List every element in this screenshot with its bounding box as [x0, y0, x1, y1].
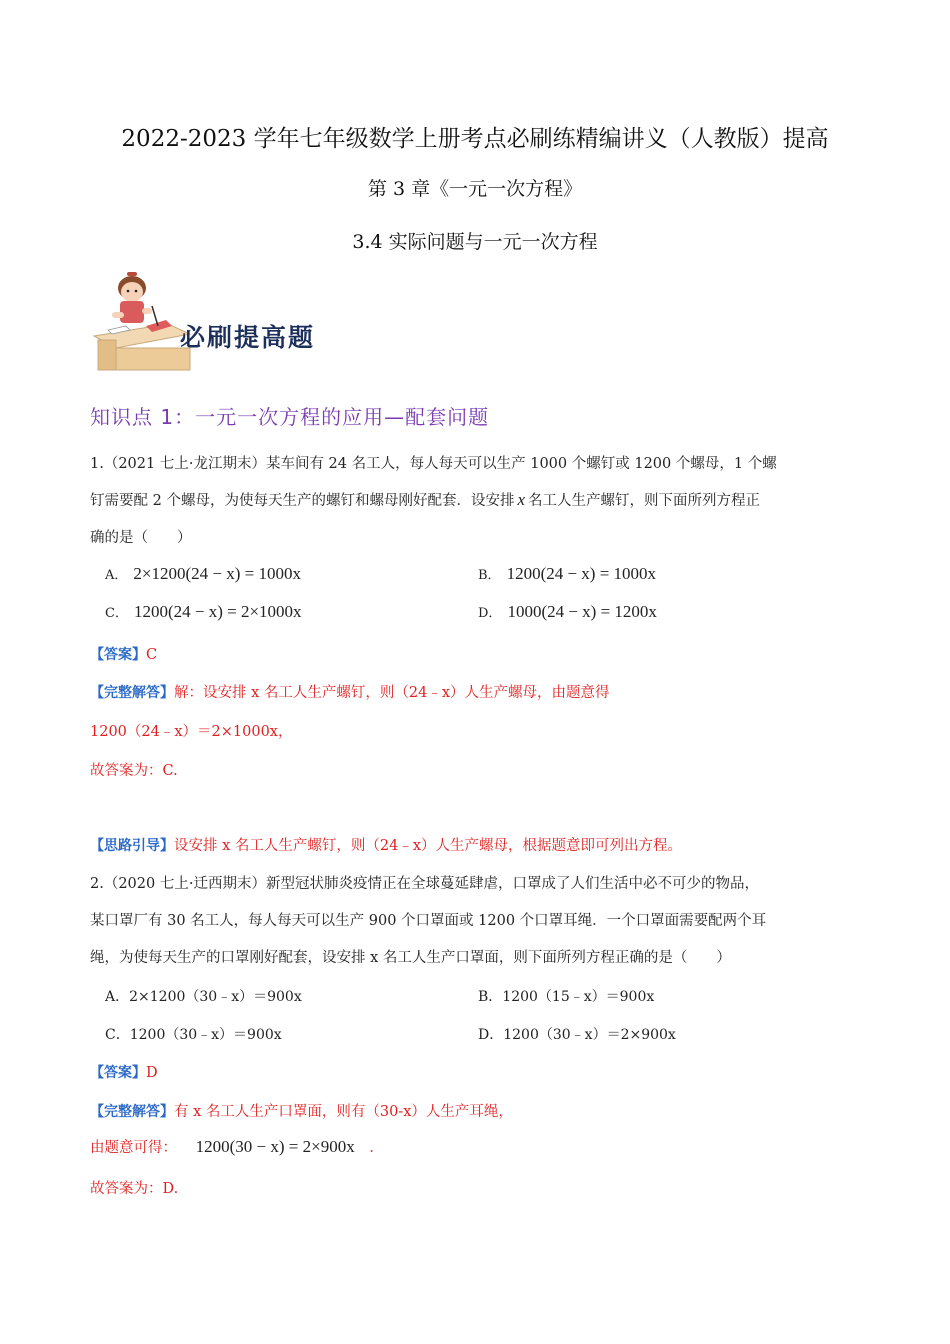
- q1-variable-x: x: [517, 490, 525, 509]
- banner-title: 必刷提高题: [180, 323, 316, 352]
- q1-option-a: A． 2×1200(24 − x) = 1000x: [105, 564, 301, 583]
- q1-line-2b: 名工人生产螺钉，则下面所列方程正: [528, 493, 760, 509]
- q1-hint: 【思路引导】设安排 x 名工人生产螺钉，则（24﹣x）人生产螺母，根据题意即可列出方程。: [90, 838, 683, 854]
- q1-answer: 【答案】C: [90, 647, 158, 663]
- q1-option-b: B． 1200(24 − x) = 1000x: [478, 564, 657, 583]
- q2-option-c: C．1200（30﹣x）＝900x: [105, 1027, 282, 1043]
- q2-equation: 1200(30 − x) = 2×900x: [195, 1137, 355, 1156]
- q2-answer: 【答案】D: [90, 1065, 158, 1081]
- q1-option-c: C． 1200(24 − x) = 2×1000x: [105, 602, 302, 621]
- q2-option-c-text: 1200（30﹣x）＝900x: [129, 1027, 282, 1043]
- q2-option-d: D．1200（30﹣x）＝2×900x: [478, 1027, 676, 1043]
- q2-option-d-text: 1200（30﹣x）＝2×900x: [503, 1027, 676, 1043]
- section-title: 3.4 实际问题与一元一次方程: [352, 231, 598, 253]
- q2-option-b-text: 1200（15﹣x）＝900x: [502, 989, 655, 1005]
- q2-option-b: B．1200（15﹣x）＝900x: [478, 989, 655, 1005]
- q1-option-c-text: 1200(24 − x) = 2×1000x: [133, 602, 302, 621]
- q1-solution-equation: 1200（24﹣x）＝2×1000x，: [90, 724, 293, 740]
- q1-line-2: [90, 489, 760, 510]
- q2-line-2: 某口罩厂有 30 名工人，每人每天可以生产 900 个口罩面或 1200 个口罩耳绳．一个口罩面需要配两个耳: [90, 913, 767, 929]
- q2-line-1: 2.（2020 七上·迁西期末）新型冠状肺炎疫情正在全球蔓延肆虐，口罩成了人们生活中必不可少的物品，: [90, 876, 759, 892]
- q1-option-d-text: 1000(24 − x) = 1200x: [507, 602, 657, 621]
- q2-option-a-text: 2×1200（30﹣x）＝900x: [129, 989, 302, 1005]
- q1-line-1: 1.（2021 七上·龙江期末）某车间有 24 名工人，每人每天可以生产 1000 个螺钉或 1200 个螺母，1 个螺: [90, 456, 777, 472]
- q1-option-d: D． 1000(24 − x) = 1200x: [478, 602, 657, 621]
- q1-solution-conclusion: 故答案为：C.: [90, 763, 178, 779]
- q1-option-b-text: 1200(24 − x) = 1000x: [506, 564, 657, 583]
- knowledge-point-heading: 知识点 1：一元一次方程的应用—配套问题: [90, 405, 490, 429]
- q2-solution: 【完整解答】有 x 名工人生产口罩面，则有（30-x）人生产耳绳，: [90, 1104, 513, 1120]
- document-title: 2022-2023 学年七年级数学上册考点必刷练精编讲义（人教版）提高: [121, 126, 829, 152]
- q1-line-2a: 钉需要配 2 个螺母，为使每天生产的螺钉和螺母刚好配套．设安排: [90, 493, 515, 509]
- q2-line-3: 绳，为使每天生产的口罩刚好配套，设安排 x 名工人生产口罩面，则下面所列方程正确的是（ ）: [90, 950, 731, 966]
- chapter-title: 第 3 章《一元一次方程》: [367, 178, 583, 200]
- q1-option-a-text: 2×1200(24 − x) = 1000x: [133, 564, 301, 583]
- q2-solution-equation: 由题意可得： 1200(30 − x) = 2×900x ．: [90, 1137, 384, 1156]
- q1-solution: 【完整解答】解：设安排 x 名工人生产螺钉，则（24﹣x）人生产螺母，由题意得: [90, 685, 610, 701]
- q2-solution-conclusion: 故答案为：D.: [90, 1181, 179, 1197]
- q2-option-a: A．2×1200（30﹣x）＝900x: [105, 989, 302, 1005]
- q1-line-3: 确的是（ ）: [90, 530, 192, 546]
